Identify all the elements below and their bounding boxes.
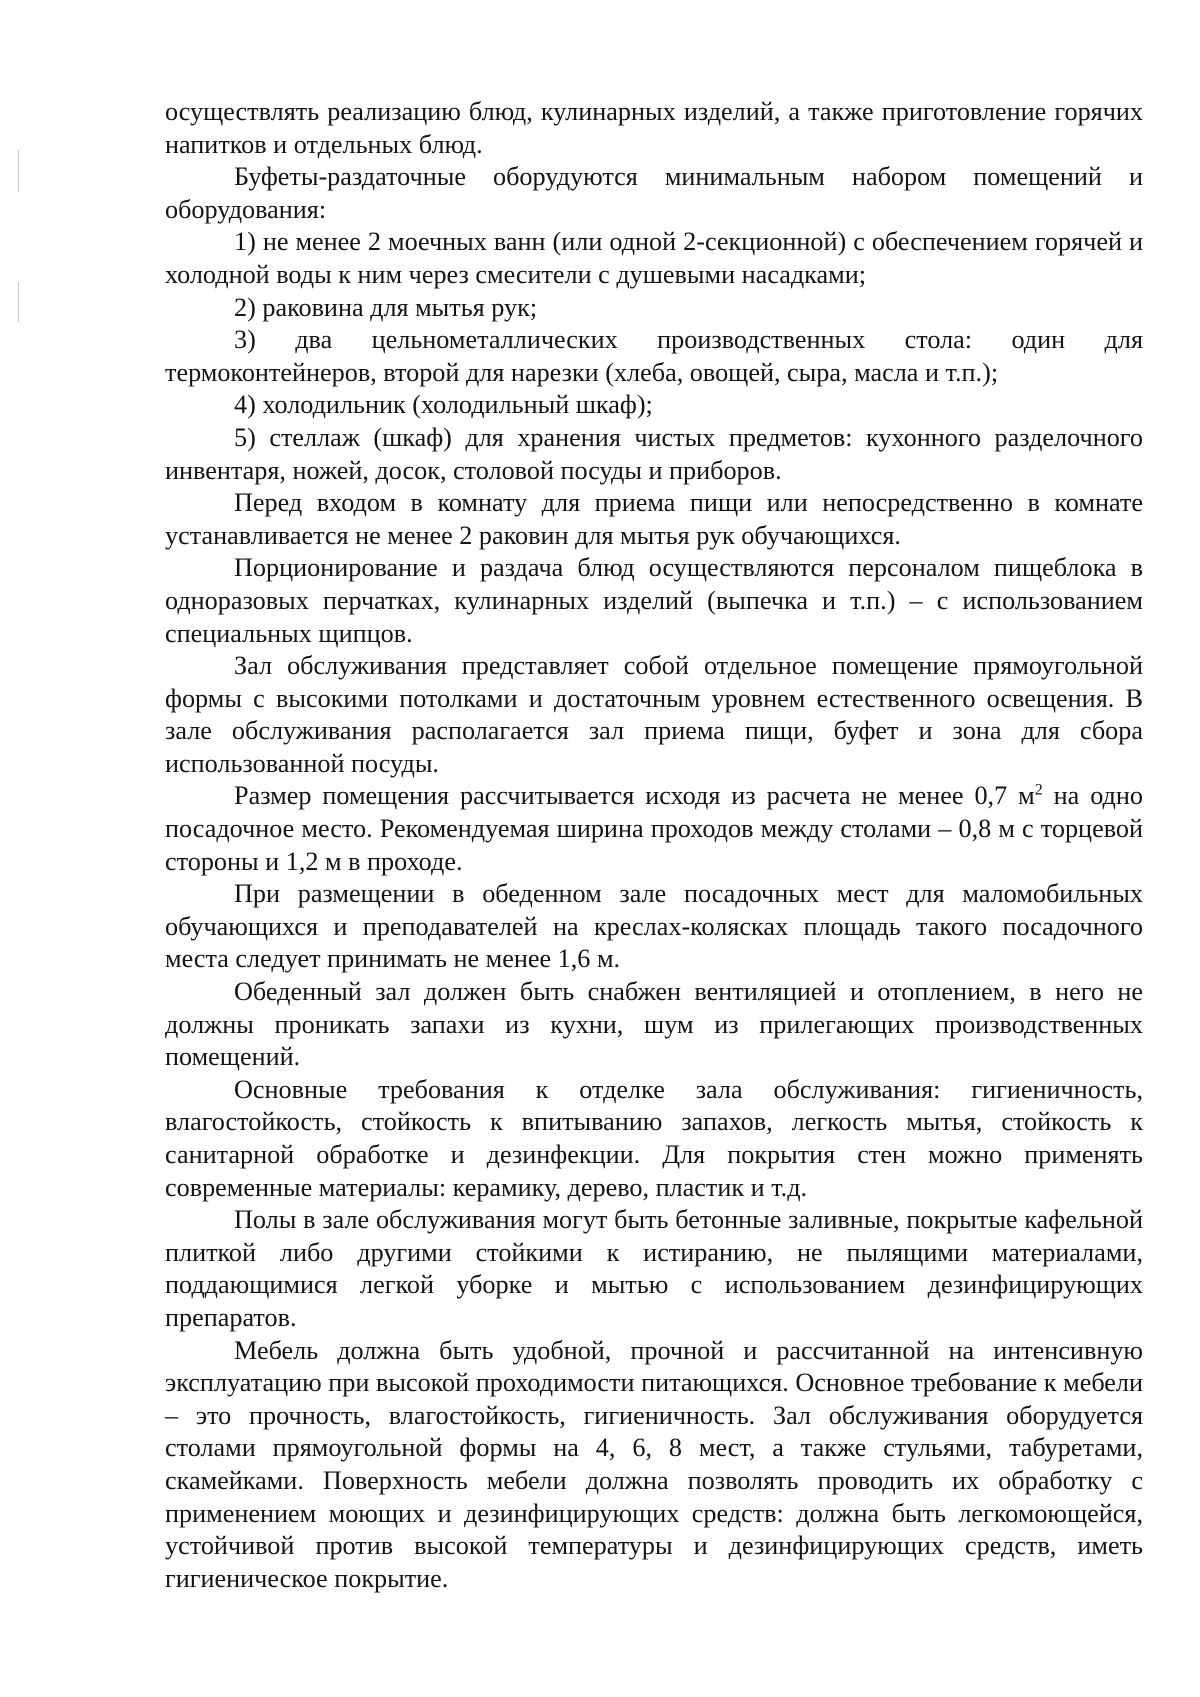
paragraph: Порционирование и раздача блюд осуществляются персоналом пищеблока в одноразовых перчатках, кулинарных изделий (выпечка и т.п.) – с использованием специальных щипцов. bbox=[165, 553, 1143, 648]
paragraph: Полы в зале обслуживания могут быть бетонные заливные, покрытые кафельной плиткой либо другими стойкими к истиранию, не пылящими материалами, поддающимися легкой уборке и мытью с использованием дезинфицирующих препаратов. bbox=[165, 1205, 1143, 1332]
list-item: 4) холодильник (холодильный шкаф); bbox=[234, 390, 653, 420]
paragraph: Основные требования к отделке зала обслуживания: гигиеничность, влагостойкость, стойкость к впитыванию запахов, легкость мытья, стойкость к санитарной обработке и дезинфекции. Для покрытия стен можно применять современные материалы: керамику, дерево, пластик и т.д. bbox=[165, 1074, 1143, 1202]
document-body bbox=[165, 96, 1143, 1595]
paragraph-text: Размер помещения рассчитывается исходя из расчета не менее 0,7 м bbox=[234, 781, 1035, 811]
paragraph: Перед входом в комнату для приема пищи или непосредственно в комнате устанавливается не менее 2 раковин для мытья рук обучающихся. bbox=[165, 488, 1143, 550]
list-item: 5) стеллаж (шкаф) для хранения чистых предметов: кухонного разделочного инвентаря, ножей, досок, столовой посуды и приборов. bbox=[165, 422, 1143, 485]
list-item: 3) два цельнометаллических производственных стола: один для термоконтейнеров, второй для нарезки (хлеба, овощей, сыра, масла и т.п.); bbox=[165, 325, 1143, 387]
superscript: 2 bbox=[1034, 781, 1043, 799]
paragraph: Мебель должна быть удобной, прочной и рассчитанной на интенсивную эксплуатацию при высокой проходимости питающихся. Основное требование к мебели – это прочность, влагостойкость, гигиеничность. Зал обслуживания оборудуется столами прямоугольной формы на 4, 6, 8 мест, а также стульями, табуретами, скамейками. Поверхность мебели должна позволять проводить их обработку с применением моющих и дезинфицирующих средств: должна быть легкомоющейся, устойчивой против высокой температуры и дезинфицирующих средств, иметь гигиеническое покрытие. bbox=[165, 1335, 1143, 1593]
paragraph: осуществлять реализацию блюд, кулинарных изделий, а также приготовление горячих напитков и отдельных блюд. bbox=[165, 97, 1143, 159]
paragraph: При размещении в обеденном зале посадочных мест для маломобильных обучающихся и преподавателей на креслах-колясках площадь такого посадочного места следует принимать не менее 1,6 м. bbox=[165, 879, 1143, 974]
paragraph-area-norm bbox=[165, 780, 1143, 878]
paragraph: Обеденный зал должен быть снабжен вентиляцией и отоплением, в него не должны проникать запахи из кухни, шум из прилегающих производственных помещений. bbox=[165, 977, 1143, 1072]
paragraph: Зал обслуживания представляет собой отдельное помещение прямоугольной формы с высокими потолками и достаточным уровнем естественного освещения. В зале обслуживания располагается зал приема пищи, буфет и зона для сбора использованной посуды. bbox=[165, 651, 1143, 778]
paragraph: Буфеты-раздаточные оборудуются минимальным набором помещений и оборудования: bbox=[165, 162, 1143, 224]
list-item: 1) не менее 2 моечных ванн (или одной 2-секционной) с обеспечением горячей и холодной воды к ним через смесители с душевыми насадками; bbox=[165, 227, 1143, 289]
scan-mark-top bbox=[18, 150, 19, 192]
paragraph-text: на одно посадочное место. Рекомендуемая ширина проходов между столами – 0,8 м с торцевой стороны и 1,2 м в проходе. bbox=[165, 781, 1143, 876]
scan-mark-middle bbox=[18, 282, 19, 322]
list-item: 2) раковина для мытья рук; bbox=[234, 292, 538, 322]
